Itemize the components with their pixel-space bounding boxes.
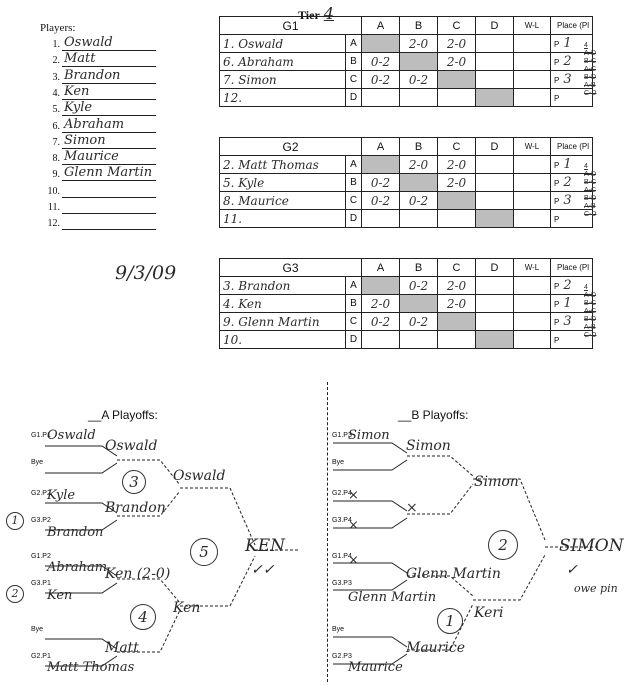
- group-player-name: 4. Ken: [223, 296, 262, 311]
- position-letter: C: [346, 192, 362, 210]
- place-label: P: [554, 76, 560, 85]
- circled-match-number: 5: [190, 538, 218, 566]
- match-order-item: 4: [584, 284, 588, 291]
- circled-match-number: 1: [437, 608, 463, 634]
- position-letter: D: [346, 210, 362, 228]
- bracket-entry-name: Oswald: [47, 428, 96, 443]
- place-label: P: [554, 300, 560, 309]
- bracket-slot-label: Bye: [31, 626, 44, 633]
- bracket-round3-name: Keri: [474, 605, 504, 621]
- col-header-d: D: [476, 259, 514, 277]
- place-label: P: [554, 179, 560, 188]
- player-number: 3.: [52, 71, 60, 83]
- match-order-item: A-D: [584, 171, 597, 178]
- match-order-item: A-B: [584, 203, 596, 210]
- place-label: P: [554, 40, 560, 49]
- group-player-name: 8. Maurice: [223, 193, 289, 208]
- player-number: 2.: [52, 55, 60, 67]
- place-value: 3: [563, 314, 572, 329]
- champion-checkmark: ✓✓: [251, 562, 275, 578]
- match-order-item: A-C: [584, 308, 597, 315]
- col-header-d: D: [476, 17, 514, 35]
- bracket-entry-name: ×: [348, 553, 359, 568]
- position-letter: B: [346, 295, 362, 313]
- col-header-b: B: [400, 17, 438, 35]
- position-letter: B: [346, 53, 362, 71]
- bracket-round3-name: Oswald: [173, 468, 226, 484]
- col-header-a: A: [362, 259, 400, 277]
- score-value: 0-2: [408, 72, 429, 87]
- bracket-slot-label: Bye: [332, 459, 345, 466]
- col-header-c: C: [438, 17, 476, 35]
- bracket-round2-name: Ken (2-0): [105, 566, 171, 582]
- bracket-slot-label: G3.P3: [332, 580, 352, 587]
- score-value: 2-0: [370, 296, 391, 311]
- col-header-a: A: [362, 17, 400, 35]
- bracket-round2-name: Matt: [105, 640, 139, 656]
- group-player-name: 7. Simon: [223, 72, 277, 87]
- position-letter: A: [346, 156, 362, 174]
- bracket-slot-label: G1.P1: [31, 432, 51, 439]
- position-letter: D: [346, 331, 362, 349]
- group-name: G1: [220, 17, 362, 35]
- position-letter: A: [346, 35, 362, 53]
- score-value: 0-2: [370, 314, 391, 329]
- bracket-entry-name: Abraham: [47, 560, 108, 575]
- col-header-b: B: [400, 138, 438, 156]
- b-playoffs-title: __B Playoffs:: [398, 408, 469, 422]
- bracket-slot-label: G2.P3: [332, 653, 352, 660]
- bracket-entry-name: Glenn Martin: [348, 590, 437, 605]
- col-header-c: C: [438, 138, 476, 156]
- bracket-round2-name: Simon: [406, 438, 451, 454]
- match-order-item: B-C: [584, 179, 597, 186]
- match-order-item: A-B: [584, 82, 596, 89]
- place-value: 1: [563, 296, 572, 311]
- place-value: 3: [563, 72, 572, 87]
- bracket-slot-label: G1.P4: [332, 553, 352, 560]
- player-name: Simon: [64, 132, 106, 148]
- match-order-item: A-C: [584, 66, 597, 73]
- match-order-item: B-C: [584, 58, 597, 65]
- players-title: Players:: [40, 22, 76, 34]
- score-value: 0-2: [408, 193, 429, 208]
- margin-mark: 2: [6, 585, 24, 603]
- match-order-item: A-D: [584, 50, 597, 57]
- col-header-place: Place (Pl: [551, 259, 593, 277]
- bracket-entry-name: Maurice: [348, 660, 403, 675]
- bracket-champion: KEN: [245, 536, 285, 556]
- col-header-b: B: [400, 259, 438, 277]
- bracket-champion: SIMON: [559, 536, 624, 556]
- player-number: 6.: [52, 120, 60, 132]
- group-name: G2: [220, 138, 362, 156]
- position-letter: C: [346, 313, 362, 331]
- score-value: 2-0: [446, 296, 467, 311]
- match-order-item: 4: [584, 163, 588, 170]
- bracket-slot-label: G2.P2: [31, 490, 51, 497]
- player-name: Maurice: [64, 149, 119, 165]
- group-player-name: 9. Glenn Martin: [223, 314, 320, 329]
- col-header-c: C: [438, 259, 476, 277]
- bracket-round2-name: Brandon: [105, 500, 166, 516]
- player-name: Abraham: [64, 116, 125, 132]
- group-player-name: 5. Kyle: [223, 175, 265, 190]
- place-value: 2: [563, 54, 572, 69]
- margin-mark: 1: [6, 512, 24, 530]
- player-name: Glenn Martin: [64, 165, 153, 181]
- place-label: P: [554, 58, 560, 67]
- bracket-slot-label: G3.P1: [31, 580, 51, 587]
- group-player-name: 6. Abraham: [223, 54, 294, 69]
- score-value: 0-2: [370, 193, 391, 208]
- bracket-slot-label: G2.P1: [31, 653, 51, 660]
- place-label: P: [554, 161, 560, 170]
- a-playoffs-title: __A Playoffs:: [88, 408, 158, 422]
- circled-match-number: 3: [122, 470, 146, 494]
- group-name: G3: [220, 259, 362, 277]
- match-order-item: B-D: [584, 316, 597, 323]
- col-header-place: Place (Pl: [551, 138, 593, 156]
- place-value: 2: [563, 175, 572, 190]
- score-value: 2-0: [446, 54, 467, 69]
- bracket-slot-label: G3.P2: [31, 517, 51, 524]
- col-header-wl: W-L: [514, 259, 551, 277]
- player-name: Oswald: [64, 35, 113, 50]
- match-order-item: C-D: [584, 90, 597, 97]
- place-label: P: [554, 94, 560, 103]
- group-player-name: 11.: [223, 211, 243, 226]
- player-number: 7.: [52, 136, 60, 148]
- score-value: 2-0: [446, 157, 467, 172]
- bracket-entry-name: Matt Thomas: [47, 660, 135, 675]
- player-name: Brandon: [64, 67, 121, 83]
- place-label: P: [554, 336, 560, 345]
- player-number: 11.: [47, 202, 60, 213]
- match-order-item: B-D: [584, 74, 597, 81]
- score-value: 2-0: [446, 36, 467, 51]
- score-value: 2-0: [408, 157, 429, 172]
- place-value: 1: [563, 36, 572, 51]
- place-value: 1: [563, 157, 572, 172]
- place-label: P: [554, 318, 560, 327]
- match-order-item: C-D: [584, 332, 597, 339]
- champion-checkmark: ✓: [566, 562, 578, 578]
- bracket-entry-name: Simon: [348, 428, 390, 443]
- bracket-entry-name: Kyle: [47, 488, 76, 503]
- group-player-name: 12.: [223, 90, 243, 105]
- score-value: 0-2: [408, 278, 429, 293]
- place-label: P: [554, 197, 560, 206]
- bracket-slot-label: G3.P4: [332, 517, 352, 524]
- tier-text: Tier: [298, 8, 320, 22]
- group-player-name: 1. Oswald: [223, 36, 284, 51]
- col-header-wl: W-L: [514, 138, 551, 156]
- circled-match-number: 2: [488, 530, 518, 560]
- score-value: 0-2: [370, 72, 391, 87]
- player-number: 10.: [47, 185, 60, 197]
- player-number: 8.: [52, 153, 60, 165]
- circled-match-number: 4: [130, 604, 156, 630]
- position-letter: B: [346, 174, 362, 192]
- position-letter: C: [346, 71, 362, 89]
- position-letter: A: [346, 277, 362, 295]
- bracket-slot-label: G1.P3: [332, 432, 352, 439]
- match-order-item: B-C: [584, 300, 597, 307]
- player-number: 1.: [52, 39, 60, 50]
- place-value: 2: [563, 278, 572, 293]
- bracket-round3-name: Ken: [173, 600, 201, 616]
- tier-number: 4: [323, 4, 334, 23]
- match-order-item: A-B: [584, 324, 596, 331]
- player-number: 12.: [47, 218, 60, 230]
- match-order-item: A-C: [584, 187, 597, 194]
- champion-note: owe pin: [574, 582, 618, 595]
- match-order-item: B-D: [584, 195, 597, 202]
- bracket-round2-name: Oswald: [105, 438, 158, 454]
- match-order-item: A-D: [584, 292, 597, 299]
- bracket-slot-label: G1.P2: [31, 553, 51, 560]
- player-name: Ken: [64, 83, 90, 99]
- bracket-entry-name: Ken: [47, 588, 73, 603]
- bracket-slot-label: G2.P4: [332, 490, 352, 497]
- player-number: 4.: [52, 87, 60, 99]
- col-header-d: D: [476, 138, 514, 156]
- score-value: 2-0: [446, 278, 467, 293]
- position-letter: D: [346, 89, 362, 107]
- bracket-entry-name: Brandon: [47, 525, 104, 540]
- bracket-round2-name: Glenn Martin: [406, 566, 501, 582]
- bracket-round2-name: Maurice: [406, 640, 465, 656]
- col-header-a: A: [362, 138, 400, 156]
- score-value: 2-0: [408, 36, 429, 51]
- group-player-name: 3. Brandon: [223, 278, 291, 293]
- bracket-entry-name: ×: [348, 488, 359, 503]
- bracket-slot-label: Bye: [332, 626, 345, 633]
- bracket-round2-name: ×: [406, 500, 418, 516]
- place-label: P: [554, 282, 560, 291]
- bracket-slot-label: Bye: [31, 459, 44, 466]
- place-value: 3: [563, 193, 572, 208]
- group-player-name: 2. Matt Thomas: [223, 157, 319, 172]
- bracket-round3-name: Simon: [474, 474, 519, 490]
- col-header-place: Place (Pl: [551, 17, 593, 35]
- place-label: P: [554, 215, 560, 224]
- player-name: Matt: [64, 51, 96, 67]
- player-name: Kyle: [64, 100, 93, 116]
- score-value: 0-2: [408, 314, 429, 329]
- score-value: 0-2: [370, 175, 391, 190]
- match-order-item: 4: [584, 42, 588, 49]
- player-number: 5.: [52, 104, 60, 116]
- bracket-entry-name: ×: [348, 518, 359, 533]
- score-value: 2-0: [446, 175, 467, 190]
- match-order-item: C-D: [584, 211, 597, 218]
- group-player-name: 10.: [223, 332, 243, 347]
- date-handwritten: 9/3/09: [115, 262, 177, 284]
- score-value: 0-2: [370, 54, 391, 69]
- player-number: 9.: [52, 169, 60, 181]
- col-header-wl: W-L: [514, 17, 551, 35]
